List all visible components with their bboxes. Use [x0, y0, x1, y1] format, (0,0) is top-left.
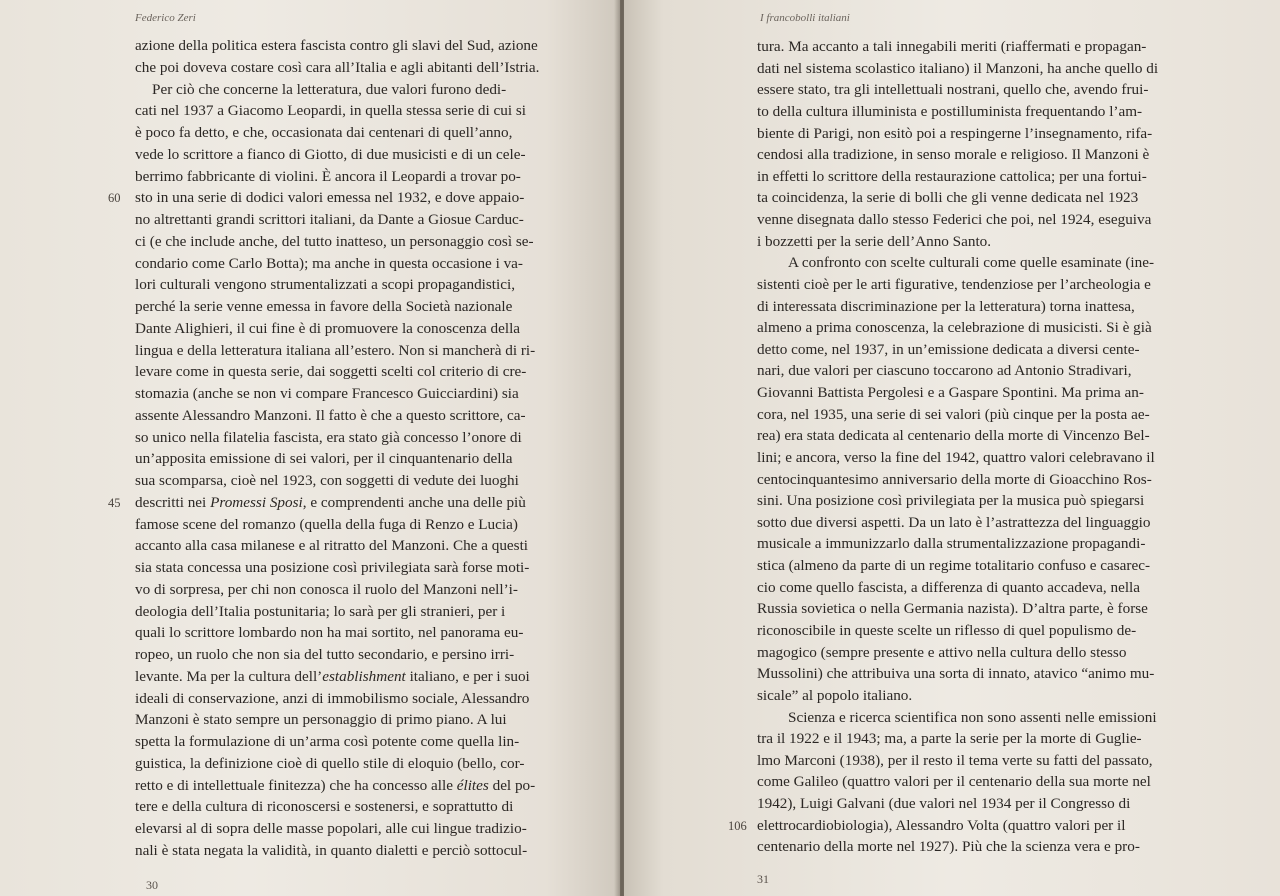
text-line: condario come Carlo Botta); ma anche in questa occasione i va-	[135, 254, 523, 272]
text-line: magogico (sempre presente e attivo nella cultura dello stesso	[757, 643, 1127, 661]
text-line: biente di Parigi, non esitò poi a respingerne l’insegnamento, rifa-	[757, 124, 1153, 142]
text-line: è poco fa detto, e che, occasionata dai centenari di quell’anno,	[135, 124, 513, 141]
right-page	[624, 0, 1280, 896]
text-line: so unico nella filatelia fascista, era stato già concesso l’onore di	[135, 428, 522, 446]
text-line: tra il 1922 e il 1943; ma, a parte la serie per la morte di Guglie-	[757, 730, 1142, 748]
text-line: ci (e che include anche, del tutto inatteso, un personaggio così se-	[135, 232, 534, 250]
text-line: stica (almeno da parte di un regime totalitario confuso e casarec-	[757, 557, 1151, 575]
text-line: to della cultura illuminista e postilluminista frequentando l’am-	[757, 102, 1143, 120]
text-line: vede lo scrittore a fianco di Giotto, di due musicisti e di un cele-	[135, 145, 526, 163]
left-page	[0, 0, 620, 896]
text-line: centocinquantesimo anniversario della morte di Gioacchino Ros-	[757, 470, 1152, 488]
text-line: sto in una serie di dodici valori emessa nel 1932, e dove appaio-	[135, 189, 525, 207]
text-line: Per ciò che concerne la letteratura, due valori furono dedi-	[152, 80, 507, 98]
text-line: sicale” al popolo italiano.	[757, 686, 913, 704]
text-line: Manzoni è stato sempre un personaggio di primo piano. A lui	[135, 711, 507, 729]
text-line: tere e della cultura di riconoscersi e sostenersi, e soprattutto di	[135, 798, 514, 816]
text-line: tura. Ma accanto a tali innegabili meriti (riaffermati e propagan-	[757, 38, 1147, 55]
text-line: ropeo, un ruolo che non sia del tutto secondario, e persino irri-	[135, 646, 515, 663]
text-line: lini; e ancora, verso la fine del 1942, quattro valori celebravano il	[757, 448, 1155, 466]
text-line: lori culturali vengono strumentalizzati a scopi propagandistici,	[135, 276, 515, 294]
text-line: Giovanni Battista Pergolesi e a Gaspare Spontini. Ma prima an-	[757, 384, 1144, 402]
text-line: levante. Ma per la cultura dell’establishment italiano, e per i suoi	[135, 667, 530, 685]
text-line: A confronto con scelte culturali come quelle esaminate (ine-	[788, 254, 1155, 272]
text-line: vo di sorpresa, per chi non conosca il ruolo del Manzoni nell’i-	[135, 580, 518, 598]
text-line: azione della politica estera fascista contro gli slavi del Sud, azione	[135, 37, 538, 54]
text-line: cio come quello fascista, a differenza di quanto accadeva, nella	[757, 578, 1141, 596]
page-number-right: 31	[757, 872, 769, 886]
text-line: no altrettanti grandi scrittori italiani, da Dante a Giosue Carduc-	[135, 211, 524, 228]
text-line: levare come in questa serie, dai soggetti scelti col criterio di cre-	[135, 363, 527, 381]
text-line: Dante Alighieri, il cui fine è di promuovere la conoscenza della	[135, 319, 521, 337]
text-line: retto e di intellettuale finitezza) che ha concesso alle élites del po-	[135, 776, 536, 794]
text-line: venne disegnata dallo stesso Federici che poi, nel 1924, eseguiva	[757, 211, 1152, 229]
running-head-right: I francobolli italiani	[760, 12, 850, 24]
running-head-left: Federico Zeri	[135, 12, 196, 24]
text-line: Mussolini) che attribuiva una sorta di innato, atavico “animo mu-	[757, 665, 1155, 683]
text-line: descritti nei Promessi Sposi, e comprendenti anche una delle più	[135, 493, 526, 511]
margin-line-number: 60	[108, 191, 121, 206]
text-line: Scienza e ricerca scientifica non sono assenti nelle emissioni	[788, 708, 1157, 726]
page-number-left: 30	[146, 878, 158, 892]
text-line: i bozzetti per la serie dell’Anno Santo.	[757, 232, 992, 250]
text-line: centenario della morte nel 1927). Più che la scienza vera e pro-	[757, 838, 1140, 856]
text-line: spetta la formulazione di un’arma così potente come quella lin-	[135, 733, 520, 750]
text-line: cati nel 1937 a Giacomo Leopardi, in quella stessa serie di cui si	[135, 102, 526, 120]
text-line: come Galileo (quattro valori per il centenario della sua morte nel	[757, 773, 1151, 791]
text-line: Russia sovietica o nella Germania nazista). D’altra parte, è forse	[757, 600, 1148, 618]
margin-line-number: 106	[728, 818, 747, 833]
text-line: cendosi alla tradizione, in senso morale e religioso. Il Manzoni è	[757, 146, 1150, 164]
text-line: famose scene del romanzo (quella della fuga di Renzo e Lucia)	[135, 515, 518, 533]
text-line: assente Alessandro Manzoni. Il fatto è che a questo scrittore, ca-	[135, 406, 526, 424]
text-line: nari, due valori per ciascuno toccarono ad Antonio Stradivari,	[757, 362, 1132, 380]
text-line: detto come, nel 1937, in un’emissione dedicata a diversi cente-	[757, 340, 1140, 358]
text-line: stomazia (anche se non vi compare Francesco Guicciardini) sia	[135, 385, 519, 402]
text-line: in effetti lo scrittore della restaurazione cattolica; per una fortui-	[757, 167, 1147, 185]
text-line: elevarsi al di sopra delle masse popolari, alle cui lingue tradizio-	[135, 820, 527, 837]
text-line: riconoscibile in queste scelte un riflesso di quel populismo de-	[757, 622, 1137, 639]
text-line: almeno a prima conoscenza, la celebrazione di musicisti. Si è già	[757, 319, 1152, 337]
text-line: deologia dell’Italia postunitaria; lo sarà per gli stranieri, per i	[135, 602, 506, 620]
text-line: rea) era stata dedicata al centenario della morte di Vincenzo Bel-	[757, 427, 1150, 445]
text-line: sua scomparsa, cioè nel 1923, con soggetti di vedute dei luoghi	[135, 472, 519, 489]
text-line: quali lo scrittore lombardo non ha mai sortito, nel panorama eu-	[135, 624, 524, 642]
text-line: ideali di conservazione, anzi di immobilismo sociale, Alessandro	[135, 689, 530, 707]
text-line: un’apposita emissione di sei valori, per il cinquantenario della	[135, 450, 513, 468]
text-line: essere stato, tra gli intellettuali nostrani, quello che, avendo frui-	[757, 81, 1149, 99]
text-line: elettrocardiobiologia), Alessandro Volta (quattro valori per il	[757, 816, 1126, 834]
text-line: lmo Marconi (1938), per il resto il tema verte su fatti del passato,	[757, 751, 1153, 769]
text-line: lingua e della letteratura italiana all’estero. Non si mancherà di ri-	[135, 341, 536, 359]
text-line: sia stata concessa una posizione così privilegiata sarà forse moti-	[135, 559, 530, 576]
text-line: sistenti cioè per le arti figurative, tendenziose per l’archeologia e	[757, 275, 1151, 293]
text-line: sotto due diversi aspetti. Da un lato è l’astrattezza del linguaggio	[757, 513, 1151, 531]
text-line: perché la serie venne emessa in favore della Società nazionale	[135, 298, 513, 315]
text-line: ta coincidenza, la serie di bolli che gli venne dedicata nel 1923	[757, 189, 1139, 207]
text-line: dati nel sistema scolastico italiano) il Manzoni, ha anche quello di	[757, 59, 1159, 77]
text-line: guistica, la definizione cioè di quello stile di eloquio (bello, cor-	[135, 754, 525, 772]
text-line: nali è stata negata la validità, in quanto dialetti e perciò sottocul-	[135, 841, 528, 859]
text-line: che poi doveva costare così cara all’Italia e agli abitanti dell’Istria.	[135, 58, 540, 76]
text-line: 1942), Luigi Galvani (due valori nel 1934 per il Congresso di	[757, 795, 1131, 813]
text-line: sini. Una posizione così privilegiata per la musica può spiegarsi	[757, 492, 1145, 510]
text-line: accanto alla casa milanese e al ritratto del Manzoni. Che a questi	[135, 537, 529, 555]
text-line: cora, nel 1935, una serie di sei valori (più cinque per la posta ae-	[757, 405, 1150, 423]
margin-line-number: 45	[108, 495, 121, 510]
text-line: berrimo fabbricante di violini. È ancora il Leopardi a trovar po-	[135, 167, 521, 185]
text-line: musicale a immunizzarlo dalla strumentalizzazione propagandi-	[757, 535, 1146, 553]
text-line: di interessata discriminazione per la letteratura) torna inattesa,	[757, 297, 1135, 315]
